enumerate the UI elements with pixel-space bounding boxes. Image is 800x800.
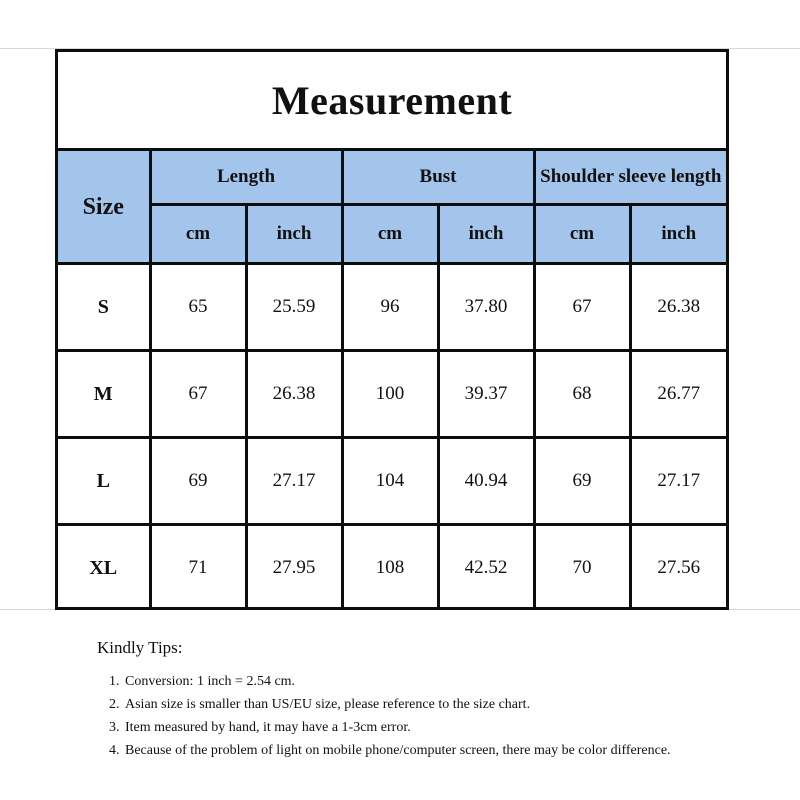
- table-cell: 65: [150, 264, 246, 351]
- table-cell: 104: [342, 438, 438, 525]
- tip-item: 1. Conversion: 1 inch = 2.54 cm.: [123, 670, 737, 693]
- tips-title: Kindly Tips:: [97, 638, 183, 657]
- table-cell: 69: [150, 438, 246, 525]
- unit-header: inch: [246, 205, 342, 264]
- tips-list: [97, 670, 737, 762]
- size-label: S: [58, 264, 150, 351]
- table-cell: 25.59: [246, 264, 342, 351]
- table-cell: 27.17: [630, 438, 726, 525]
- table-cell: 108: [342, 525, 438, 611]
- table-cell: 40.94: [438, 438, 534, 525]
- table-row: [58, 525, 726, 611]
- table-row: [58, 351, 726, 438]
- table-cell: 27.56: [630, 525, 726, 611]
- size-label: L: [58, 438, 150, 525]
- tip-item: 2. Asian size is smaller than US/EU size, please reference to the size chart.: [123, 693, 737, 716]
- size-chart: [55, 49, 729, 610]
- table-cell: 26.38: [630, 264, 726, 351]
- table-cell: 96: [342, 264, 438, 351]
- table-cell: 67: [534, 264, 630, 351]
- measurement-table: [58, 52, 726, 610]
- size-label: M: [58, 351, 150, 438]
- table-cell: 69: [534, 438, 630, 525]
- table-cell: 27.95: [246, 525, 342, 611]
- page-title: Measurement: [58, 52, 726, 150]
- table-cell: 26.77: [630, 351, 726, 438]
- length-group-header: Length: [150, 150, 342, 205]
- table-cell: 26.38: [246, 351, 342, 438]
- table-cell: 37.80: [438, 264, 534, 351]
- size-column-header: Size: [58, 150, 150, 264]
- table-cell: 67: [150, 351, 246, 438]
- table-row: [58, 264, 726, 351]
- unit-header: cm: [534, 205, 630, 264]
- tips-section: [97, 638, 737, 762]
- tip-item: 3. Item measured by hand, it may have a 1-3cm error.: [123, 716, 737, 739]
- unit-header: inch: [438, 205, 534, 264]
- table-cell: 71: [150, 525, 246, 611]
- unit-header: cm: [150, 205, 246, 264]
- table-cell: 68: [534, 351, 630, 438]
- size-label: XL: [58, 525, 150, 611]
- table-cell: 42.52: [438, 525, 534, 611]
- shoulder-sleeve-group-header: Shoulder sleeve length: [534, 150, 726, 205]
- table-cell: 100: [342, 351, 438, 438]
- bust-group-header: Bust: [342, 150, 534, 205]
- table-cell: 70: [534, 525, 630, 611]
- table-cell: 39.37: [438, 351, 534, 438]
- table-cell: 27.17: [246, 438, 342, 525]
- table-row: [58, 438, 726, 525]
- tip-item: 4. Because of the problem of light on mobile phone/computer screen, there may be color difference.: [123, 739, 737, 762]
- unit-header: inch: [630, 205, 726, 264]
- unit-header: cm: [342, 205, 438, 264]
